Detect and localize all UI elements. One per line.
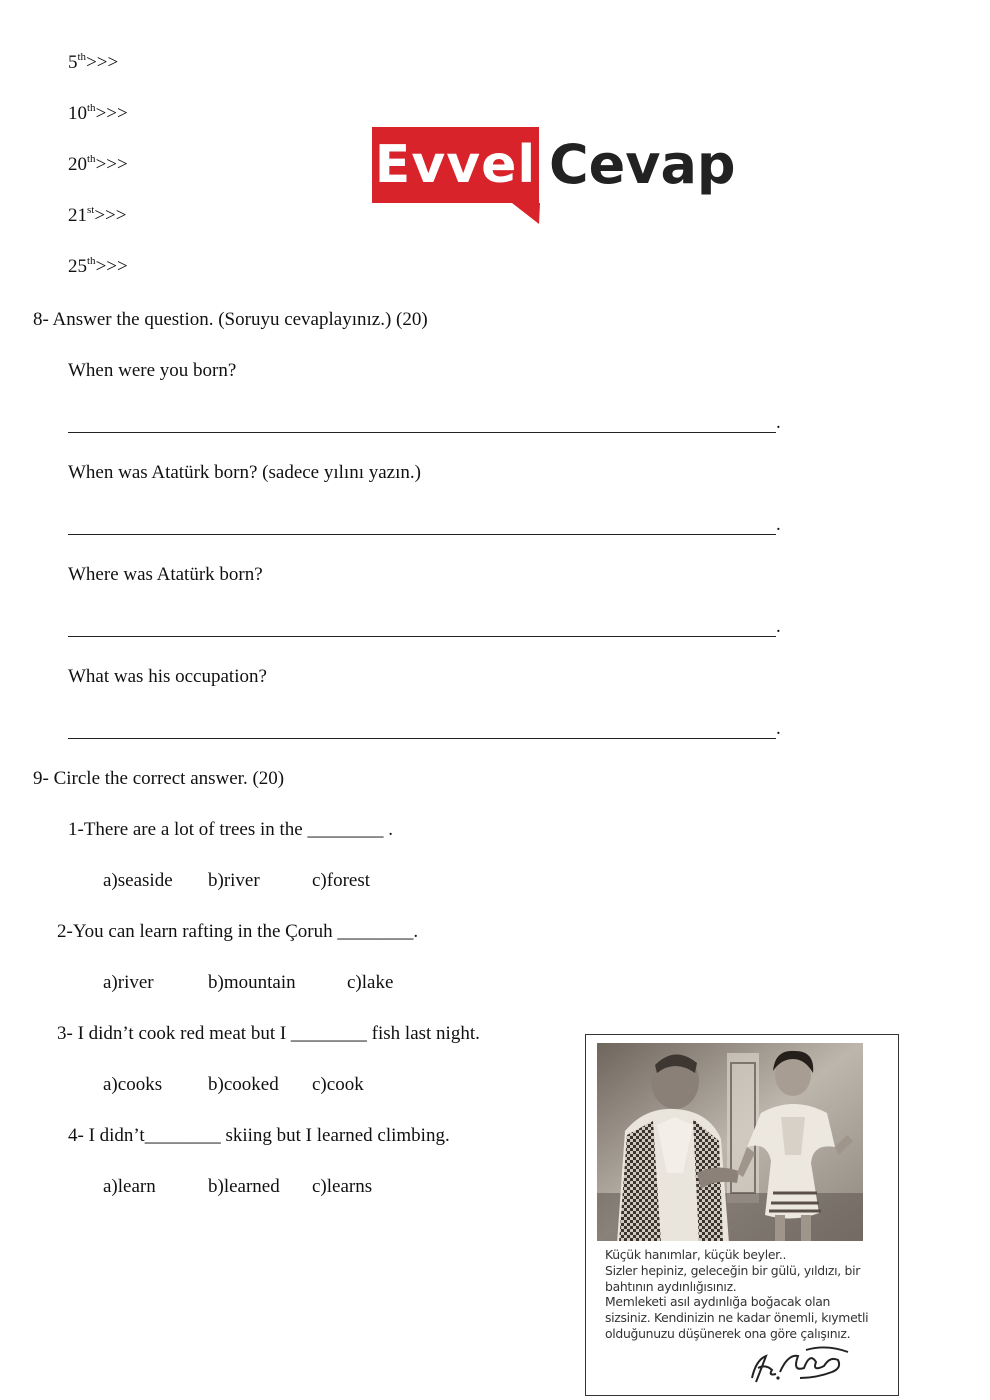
ordinal-number: 5 [68, 52, 78, 73]
logo-word: Cevap [549, 133, 736, 196]
ordinal-number: 25 [68, 256, 87, 277]
ataturk-quote-card [585, 1034, 899, 1396]
ordinal-arrow: >>> [94, 205, 127, 226]
ordinal-arrow: >>> [86, 52, 119, 73]
mc4-option-b[interactable]: b)learned [208, 1176, 280, 1197]
mc2-option-b[interactable]: b)mountain [208, 972, 296, 993]
ordinal-suffix: th [87, 153, 96, 165]
quote-line: bahtının aydınlığısınız. [605, 1278, 737, 1294]
mc2-option-c[interactable]: c)lake [347, 972, 394, 993]
section-8-heading: 8- Answer the question. (Soruyu cevaplayınız.) (20) [33, 309, 428, 330]
ordinal-arrow: >>> [95, 154, 128, 175]
ordinal-line-10th [68, 103, 128, 125]
ordinal-line-25th [68, 256, 128, 278]
answer-line-4[interactable] [68, 738, 776, 739]
answer-line-3[interactable] [68, 636, 776, 637]
mc-question-2: 2-You can learn rafting in the Çoruh ________. [57, 921, 419, 942]
ordinal-number: 10 [68, 103, 87, 124]
question-3: Where was Atatürk born? [68, 564, 263, 585]
ordinal-number: 21 [68, 205, 87, 226]
answer-period: . [776, 616, 781, 637]
ordinal-suffix: th [77, 51, 87, 63]
mc-question-4: 4- I didn’t________ skiing but I learned climbing. [68, 1125, 450, 1146]
ataturk-signature-icon [746, 1342, 856, 1384]
ataturk-quote-text [605, 1247, 890, 1342]
ordinal-arrow: >>> [95, 256, 128, 277]
ordinal-line-5th [68, 52, 118, 74]
answer-period: . [776, 718, 781, 739]
quote-line: Küçük hanımlar, küçük beyler.. [605, 1247, 787, 1262]
question-4: What was his occupation? [68, 666, 267, 687]
answer-line-2[interactable] [68, 534, 776, 535]
ordinal-line-21st [68, 205, 127, 227]
mc-question-1: 1-There are a lot of trees in the ________ . [68, 819, 393, 840]
question-2: When was Atatürk born? (sadece yılını yazın.) [68, 462, 421, 483]
section-9-heading: 9- Circle the correct answer. (20) [33, 768, 285, 789]
mc4-option-c[interactable]: c)learns [312, 1176, 373, 1197]
mc1-option-b[interactable]: b)river [208, 870, 260, 891]
answer-period: . [776, 514, 781, 535]
mc1-option-c[interactable]: c)forest [312, 870, 371, 891]
mc1-option-a[interactable]: a)seaside [103, 870, 173, 891]
question-1: When were you born? [68, 360, 237, 381]
answer-line-1[interactable] [68, 432, 776, 433]
mc3-option-b[interactable]: b)cooked [208, 1074, 279, 1095]
logo-red-box: Evvel [372, 127, 539, 203]
mc-question-3: 3- I didn’t cook red meat but I ________ fish last night. [57, 1023, 480, 1044]
mc3-option-c[interactable]: c)cook [312, 1074, 364, 1095]
ordinal-arrow: >>> [95, 103, 128, 124]
quote-line: Sizler hepiniz, geleceğin bir gülü, yıldızı, bir [605, 1262, 861, 1278]
ordinal-line-20th [68, 154, 128, 176]
mc3-option-a[interactable]: a)cooks [103, 1074, 163, 1095]
logo-speech-tail-icon [512, 203, 542, 225]
ordinal-number: 20 [68, 154, 87, 175]
ordinal-suffix: th [87, 255, 96, 267]
quote-line: olduğunuzu düşünerek ona göre çalışınız. [605, 1325, 851, 1341]
ordinal-suffix: th [87, 102, 96, 114]
mc4-option-a[interactable]: a)learn [103, 1176, 156, 1197]
answer-period: . [776, 412, 781, 433]
ordinal-suffix: st [87, 204, 95, 216]
ataturk-with-girl-photo [597, 1043, 863, 1241]
quote-line: Memleketi asıl aydınlığa boğacak olan [605, 1294, 831, 1310]
mc2-option-a[interactable]: a)river [103, 972, 154, 993]
quote-line: sizsiniz. Kendinizin ne kadar önemli, kıymetli [605, 1310, 869, 1326]
evvel-cevap-logo [372, 127, 736, 227]
